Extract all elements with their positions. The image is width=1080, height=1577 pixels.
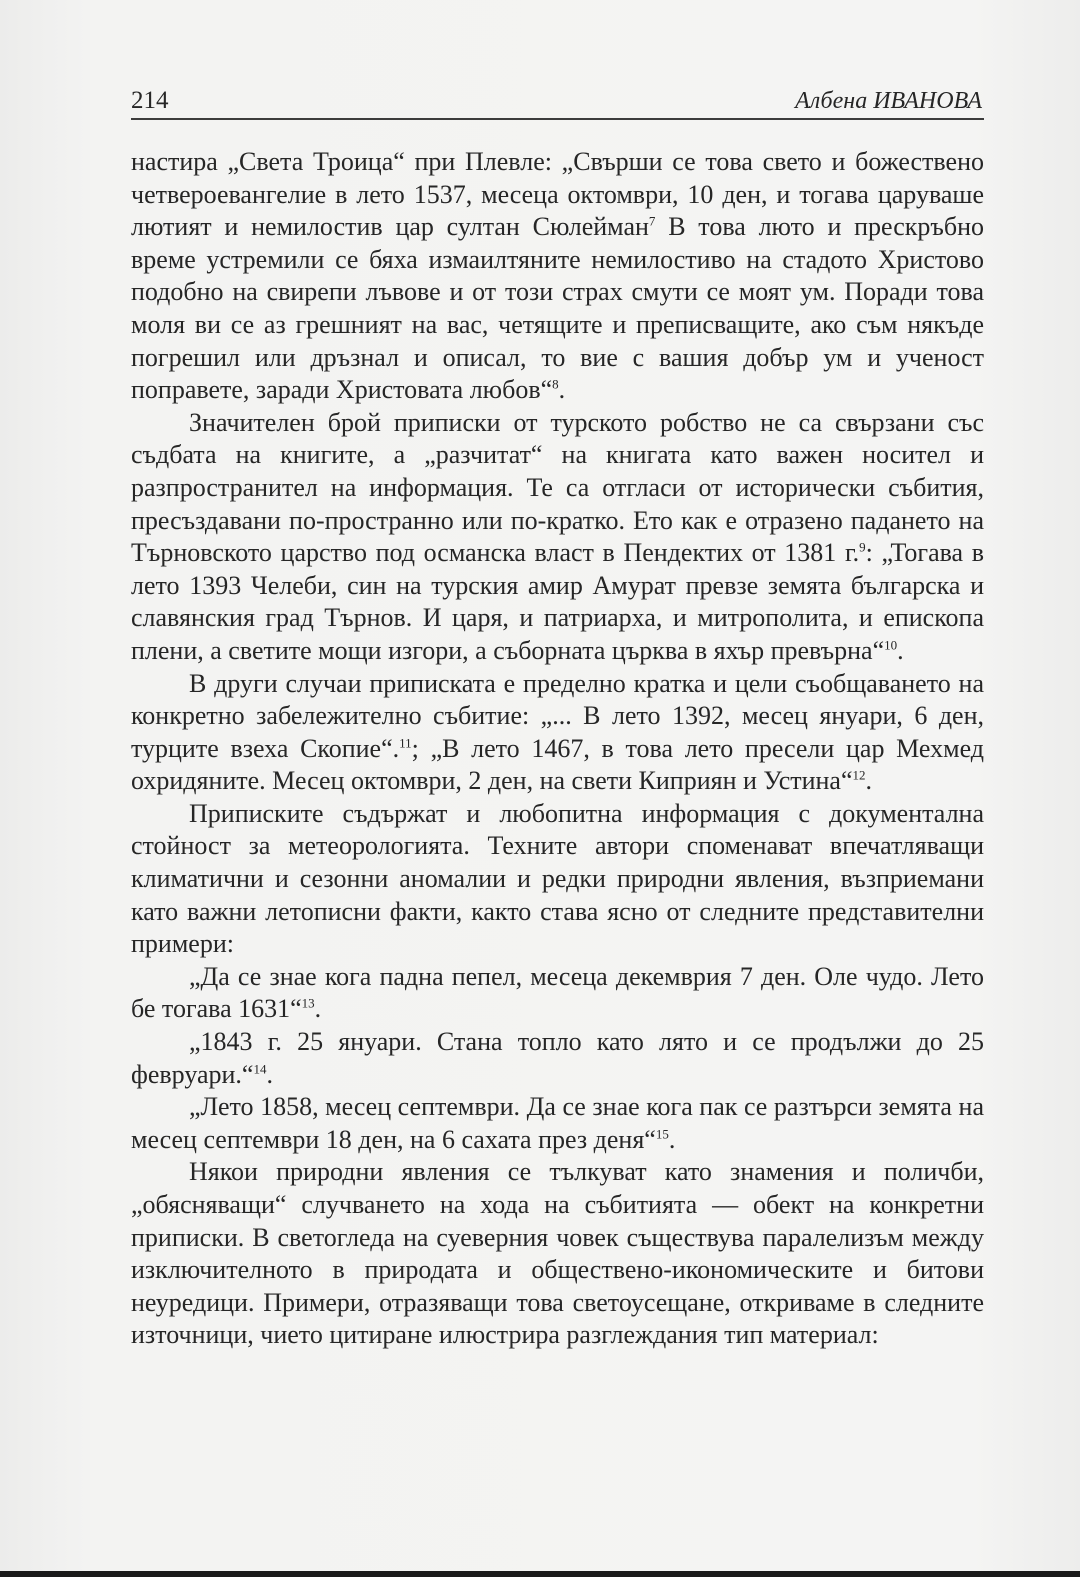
text-run: Значителен брой приписки от турското робство не са свързани със съдбата на книгите, а „разчитат“ на книгата като важен носител и разпространител на информация. Те са отгласи от исторически събития, пресъздавани по-пространно или по-кратко. Ето как е отразено падането на Търновското царство под османска власт в Пендектих от 1381 г. (131, 407, 984, 568)
page-bottom-edge (0, 1571, 1080, 1577)
footnote-ref[interactable]: 11 (399, 735, 412, 751)
paragraph (131, 407, 984, 668)
text-run: . (314, 994, 322, 1024)
text-run: ; „В лето 1467, в това лето пресели цар Мехмед охридяните. Месец октомври, 2 ден, на свети Киприян и Устина“ (131, 733, 984, 796)
text-run: „1843 г. 25 януари. Стана топло като лято и се продължи до 25 февруари.“ (131, 1027, 984, 1089)
text-run: . (668, 1124, 676, 1154)
footnote-ref[interactable]: 15 (655, 1126, 669, 1142)
footnote-ref[interactable]: 12 (852, 767, 866, 783)
text-run: . (865, 766, 872, 796)
text-run: . (897, 635, 904, 665)
footnote-ref[interactable]: 8 (552, 376, 559, 392)
text-run: . (266, 1059, 273, 1089)
paragraph (131, 1026, 984, 1091)
text-run: : „Тогава в лето 1393 Челеби, син на турския амир Амурат превзе земята българска и славянския град Търнов. И царя, и патриарха, и митрополита, и епископа плени, а светите мощи изгори, а съборната църква в яхър превърна“ (131, 538, 984, 665)
paragraph (131, 1156, 984, 1352)
footnote-ref[interactable]: 13 (301, 995, 315, 1011)
paragraph (131, 961, 984, 1026)
footnote-ref[interactable]: 10 (884, 637, 898, 653)
text-run: Някои природни явления се тълкуват като знамения и поличби, „обясняващи“ случването на хода на събитията — обект на конкретни приписки. В светогледа на суеверния човек съществува паралелизъм между изключителното в природата и обществено-икономическите и битови неуредици. Примери, отразяващи това светоусещане, откриваме в следните източници, чието цитиране илюстрира разглеждания тип материал: (131, 1157, 984, 1350)
text-run: В други случаи приписката е пределно кратка и цели съобщаването на конкретно забележително събитие: „... В лето 1392, месец януари, 6 ден, турците взеха Скопие“. (131, 668, 984, 763)
text-run: В това люто и прескръбно време устремили се бяха измаилтяните немилостиво на стадото Христово подобно на свирепи лъвове и от този страх смути се моят ум. Поради това моля ви се аз грешният на вас, четящите и преписващите, ако съм някъде погрешил или дръзнал и описал, то вие с вашия добър ум и ученост поправете, заради Христовата любов“ (131, 212, 984, 405)
text-run: „Лето 1858, месец септември. Да се знае кога пак се разтърси земята на месец септември 18 ден, на 6 сахата през деня“ (131, 1092, 984, 1154)
paragraph (131, 798, 984, 961)
footnote-ref[interactable]: 9 (859, 539, 866, 555)
footnote-ref[interactable]: 7 (648, 213, 656, 229)
footnote-ref[interactable]: 14 (253, 1060, 267, 1076)
running-head: Албена ИВАНОВА (795, 88, 982, 114)
page-header (131, 86, 984, 120)
body-text (131, 146, 984, 1352)
text-run: „Да се знае кога падна пепел, месеца декемврия 7 ден. Оле чудо. Лето бе тогава 1631“ (131, 961, 984, 1024)
text-run: настира „Света Троица“ при Плевле: „Свърши се това свето и божествено четвероевангелие в лето 1537, месеца октомври, 10 ден, и тогава царуваше лютият и немилостив цар султан Сюлейман (131, 147, 984, 242)
text-run: . (558, 375, 566, 405)
paragraph (131, 1091, 984, 1156)
paragraph (131, 668, 984, 798)
text-run: Приписките съдържат и любопитна информация с документална стойност за метеорологията. Техните автори споменават впечатляващи климатични и сезонни аномалии и редки природни явления, възприемани като важни летописни факти, както става ясно от следните представителни примери: (131, 798, 984, 959)
page-number: 214 (131, 87, 169, 114)
paragraph (131, 146, 984, 407)
